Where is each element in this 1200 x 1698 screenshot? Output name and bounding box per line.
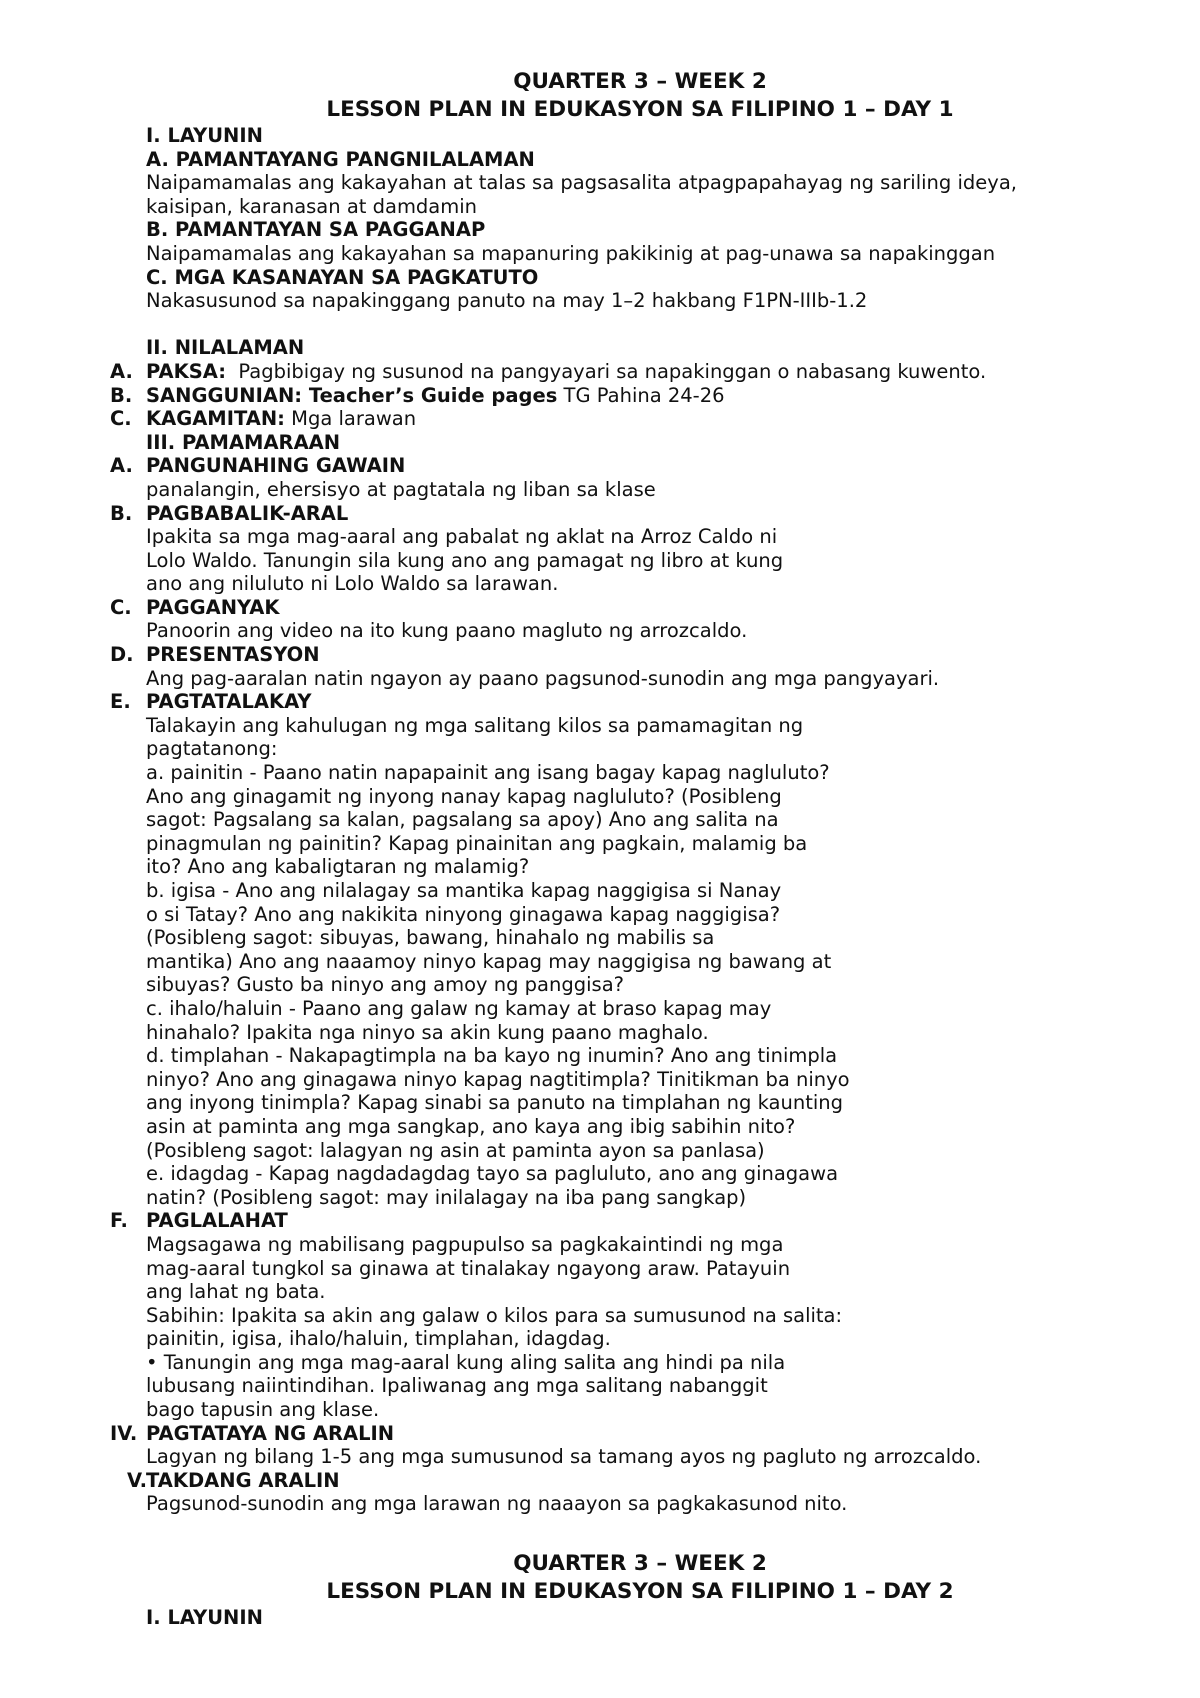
heading-pagtataya: PAGTATAYA NG ARALIN	[146, 1421, 395, 1445]
title-quarter-day2: QUARTER 3 – WEEK 2	[513, 1551, 767, 1577]
list-marker: B.	[110, 383, 133, 407]
pamamaraan-sections	[0, 454, 1200, 1421]
section-text-line: painitin, igisa, ihalo/haluin, timplahan, idagdag.	[146, 1327, 611, 1351]
sanggunian-text: TG Pahina 24-26	[557, 383, 725, 407]
list-marker: F.	[110, 1209, 128, 1233]
section-text-line: • Tanungin ang mga mag-aaral kung aling salita ang hindi pa nila	[146, 1350, 786, 1374]
text-line: Naipamamalas ang kakayahan sa mapanuring pakikinig at pag-unawa sa napakinggan	[146, 241, 996, 265]
section-text-line: (Posibleng sagot: sibuyas, bawang, hinahalo ng mabilis sa	[146, 926, 715, 950]
paksa-label: PAKSA:	[146, 359, 226, 383]
section-text-line: bago tapusin ang klase.	[146, 1398, 380, 1422]
section-text-line: Sabihin: Ipakita sa akin ang galaw o kilos para sa sumusunod na salita:	[146, 1303, 843, 1327]
text-line: kaisipan, karanasan at damdamin	[146, 194, 478, 218]
title-lesson-plan-day2: LESSON PLAN IN EDUKASYON SA FILIPINO 1 – DAY 2	[326, 1579, 954, 1605]
pamantayang-pangnilalaman-text	[0, 171, 1200, 218]
nilalaman-kagamitan	[0, 407, 1200, 431]
takdang-text: Pagsunod-sunodin ang mga larawan ng naaayon sa pagkakasunod nito.	[146, 1492, 848, 1516]
section-text-line: Ang pag-aaralan natin ngayon ay paano pagsunod-sunodin ang mga pangyayari.	[146, 666, 940, 690]
heading-layunin: I. LAYUNIN	[146, 124, 263, 147]
section-text-line: pinagmulan ng painitin? Kapag pinainitan ang pagkain, malamig ba	[146, 831, 808, 855]
section-text-line: pagtatanong:	[146, 737, 278, 761]
pagtataya-heading-row	[0, 1422, 1200, 1446]
title-lesson-plan: LESSON PLAN IN EDUKASYON SA FILIPINO 1 – DAY 1	[326, 97, 954, 122]
kagamitan-text: Mga larawan	[284, 407, 417, 431]
section-text-line: ninyo? Ano ang ginagawa ninyo kapag nagtitimpla? Tinitikman ba ninyo	[146, 1067, 850, 1091]
section-text-line: Magsagawa ng mabilisang pagpupulso sa pagkakaintindi ng mga	[146, 1232, 784, 1256]
heading-layunin-day2: I. LAYUNIN	[146, 1606, 263, 1630]
heading-pamantayan-sa-pagganap: B. PAMANTAYAN SA PAGGANAP	[146, 218, 486, 242]
pamamaraan-section-heading	[0, 454, 1200, 478]
section-text-line: Lolo Waldo. Tanungin sila kung ano ang pamagat ng libro at kung	[146, 548, 784, 572]
nilalaman-sanggunian	[0, 384, 1200, 408]
section-text-line: ano ang niluluto ni Lolo Waldo sa larawan.	[146, 572, 559, 596]
list-marker: C.	[110, 595, 132, 619]
pamamaraan-section-heading	[0, 502, 1200, 526]
heading-pamantayang-pangnilalaman: A. PAMANTAYANG PANGNILALAMAN	[146, 147, 535, 171]
takdang-heading-row	[0, 1469, 1200, 1493]
list-marker: C.	[110, 407, 132, 431]
list-marker: V.	[127, 1468, 147, 1492]
text-line: Nakasusunod sa napakinggang panuto na may 1–2 hakbang F1PN-IIIb-1.2	[146, 289, 868, 313]
heading-pamamaraan: III. PAMAMARAAN	[146, 430, 341, 454]
section-text-line: a. painitin - Paano natin napapainit ang isang bagay kapag nagluluto?	[146, 761, 830, 785]
section-text-line: lubusang naiintindihan. Ipaliwanag ang mga salitang nabanggit	[146, 1374, 768, 1398]
section-title: PRESENTASYON	[146, 643, 320, 667]
section-text-line: Ipakita sa mga mag-aaral ang pabalat ng aklat na Arroz Caldo ni	[146, 525, 778, 549]
section-text-line: d. timplahan - Nakapagtimpla na ba kayo ng inumin? Ano ang tinimpla	[146, 1044, 838, 1068]
section-text-line: mag-aaral tungkol sa ginawa at tinalakay ngayong araw. Patayuin	[146, 1256, 791, 1280]
section-text-line: sibuyas? Gusto ba ninyo ang amoy ng panggisa?	[146, 973, 624, 997]
section-text-line: Talakayin ang kahulugan ng mga salitang kilos sa pamamagitan ng	[146, 713, 804, 737]
pagtataya-text: Lagyan ng bilang 1-5 ang mga sumusunod sa tamang ayos ng pagluto ng arrozcaldo.	[146, 1445, 982, 1469]
section-text-line: natin? (Posibleng sagot: may inilalagay na iba pang sangkap)	[146, 1185, 747, 1209]
pamamaraan-section-heading	[0, 690, 1200, 714]
sanggunian-label: SANGGUNIAN: Teacher’s Guide pages	[146, 383, 558, 407]
section-text-line: b. igisa - Ano ang nilalagay sa mantika kapag naggigisa si Nanay	[146, 879, 782, 902]
kagamitan-label: KAGAMITAN:	[146, 407, 285, 431]
section-text-line: hinahalo? Ipakita nga ninyo sa akin kung paano maghalo.	[146, 1020, 709, 1044]
section-text-line: ito? Ano ang kabaligtaran ng malamig?	[146, 855, 530, 879]
section-title: PAGLALAHAT	[146, 1209, 288, 1233]
text-line: Naipamamalas ang kakayahan at talas sa pagsasalita atpagpapahayag ng sariling ideya,	[146, 171, 1017, 195]
section-text-line: ang inyong tinimpla? Kapag sinabi sa panuto na timplahan ng kaunting	[146, 1091, 844, 1115]
pamamaraan-section-heading	[0, 1209, 1200, 1233]
section-text-line: Ano ang ginagamit ng inyong nanay kapag nagluluto? (Posibleng	[146, 784, 782, 808]
list-marker: IV.	[110, 1421, 138, 1445]
section-text-line: ang lahat ng bata.	[146, 1280, 326, 1304]
section-text-line: panalangin, ehersisyo at pagtatala ng liban sa klase	[146, 477, 656, 501]
list-marker: B.	[110, 501, 133, 525]
pamamaraan-section-heading	[0, 596, 1200, 620]
section-title: PAGTATALAKAY	[146, 690, 312, 714]
section-text-line: asin at paminta ang mga sangkap, ano kaya ang ibig sabihin nito?	[146, 1114, 796, 1138]
list-marker: A.	[110, 359, 133, 383]
list-marker: D.	[110, 643, 134, 667]
heading-takdang-aralin: TAKDANG ARALIN	[146, 1468, 340, 1492]
pamamaraan-section-heading	[0, 643, 1200, 667]
list-marker: A.	[110, 454, 133, 478]
section-text-line: c. ihalo/haluin - Paano ang galaw ng kamay at braso kapag may	[146, 996, 772, 1020]
section-title: PANGUNAHING GAWAIN	[146, 454, 406, 478]
section-text-line: (Posibleng sagot: lalagyan ng asin at paminta ayon sa panlasa)	[146, 1138, 765, 1162]
section-text-line: mantika) Ano ang naaamoy ninyo kapag may naggigisa ng bawang at	[146, 949, 832, 973]
section-text-line: sagot: Pagsalang sa kalan, pagsalang sa apoy) Ano ang salita na	[146, 808, 779, 832]
title-quarter: QUARTER 3 – WEEK 2	[513, 69, 767, 94]
section-text-line: e. idagdag - Kapag nagdadagdag tayo sa pagluluto, ano ang ginagawa	[146, 1162, 839, 1186]
section-text-line: o si Tatay? Ano ang nakikita ninyong ginagawa kapag naggigisa?	[146, 902, 781, 926]
heading-kasanayan: C. MGA KASANAYAN SA PAGKATUTO	[146, 265, 539, 289]
section-text-line: Panoorin ang video na ito kung paano magluto ng arrozcaldo.	[146, 619, 748, 643]
nilalaman-paksa	[0, 360, 1200, 384]
list-marker: E.	[110, 690, 131, 714]
heading-nilalaman: II. NILALAMAN	[146, 336, 305, 360]
paksa-text: Pagbibigay ng susunod na pangyayari sa napakinggan o nabasang kuwento.	[226, 359, 987, 383]
section-title: PAGBABALIK-ARAL	[146, 501, 349, 525]
section-title: PAGGANYAK	[146, 595, 280, 619]
